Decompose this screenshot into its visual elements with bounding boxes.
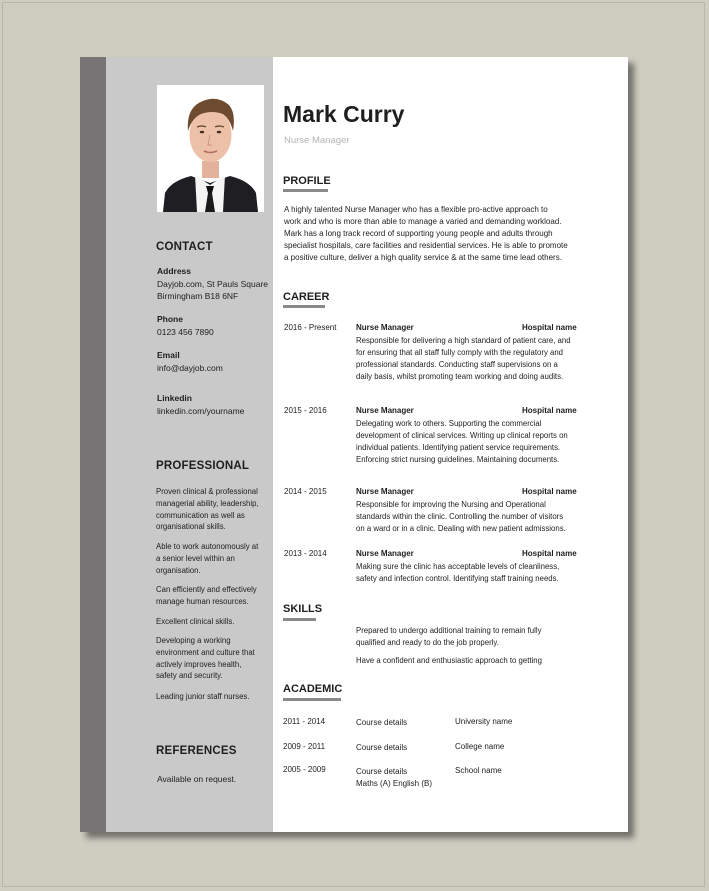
career-line: Delegating work to others. Supporting the commercial xyxy=(356,419,542,428)
professional-item-line: actively improves health, xyxy=(156,659,242,669)
career-org: Hospital name xyxy=(522,487,577,496)
career-description xyxy=(356,499,596,535)
career-heading: CAREER xyxy=(283,291,330,303)
sidebar xyxy=(106,57,273,832)
career-dates: 2016 - Present xyxy=(284,323,337,332)
left-accent-bar xyxy=(80,57,106,832)
career-description xyxy=(356,418,596,466)
career-org: Hospital name xyxy=(522,406,577,415)
references-heading: REFERENCES xyxy=(156,745,237,757)
skills-item xyxy=(356,625,596,649)
career-line: standards within the clinic. Controlling the number of visitors xyxy=(356,511,564,521)
professional-item-line: Able to work autonomously at xyxy=(156,542,259,551)
career-role: Nurse Manager xyxy=(356,406,414,415)
professional-item xyxy=(156,486,281,533)
profile-line: Mark has a long track record of supporting young people and adults through xyxy=(284,228,553,238)
academic-dates: 2005 - 2009 xyxy=(283,765,326,774)
professional-item xyxy=(156,635,281,682)
career-role: Nurse Manager xyxy=(356,487,414,496)
address-label: Address xyxy=(157,266,192,276)
professional-item xyxy=(156,541,281,576)
skills-item xyxy=(356,655,596,667)
profile-line: work and who is more than able to manage a varied and demanding workload. xyxy=(284,216,562,226)
skills-underline xyxy=(283,618,316,621)
professional-item-line: managerial ability, leadership, xyxy=(156,498,259,508)
career-role: Nurse Manager xyxy=(356,549,414,558)
professional-item-line: safety and security. xyxy=(156,671,223,681)
skills-heading: SKILLS xyxy=(283,603,323,615)
career-dates: 2013 - 2014 xyxy=(284,549,327,558)
career-line: for ensuring that all staff fully comply with the regulatory and xyxy=(356,347,564,357)
phone-value: 0123 456 7890 xyxy=(157,327,214,337)
skills-line: Prepared to undergo additional training to remain fully xyxy=(356,626,542,635)
cv-page xyxy=(80,57,628,832)
professional-item-line: Excellent clinical skills. xyxy=(156,617,235,626)
linkedin-value: linkedin.com/yourname xyxy=(157,406,245,416)
professional-item-line: organisation. xyxy=(156,565,201,575)
phone-label: Phone xyxy=(157,314,183,324)
academic-course xyxy=(356,766,432,790)
academic-dates: 2011 - 2014 xyxy=(283,717,326,726)
professional-item-line: Proven clinical & professional xyxy=(156,487,258,496)
career-line: development of clinical services. Writing up clinical reports on xyxy=(356,430,568,440)
professional-item-line: a senior level within an xyxy=(156,553,235,563)
references-text: Available on request. xyxy=(157,774,237,784)
career-line: individual patients. Identifying patient service requirements. xyxy=(356,442,561,452)
professional-item-line: communication as well as xyxy=(156,510,245,520)
career-line: Enforcing strict nursing guidelines. Maintaining documents. xyxy=(356,454,560,464)
career-org: Hospital name xyxy=(522,323,577,332)
skills-line: qualified and ready to do the job properly. xyxy=(356,637,499,647)
academic-course xyxy=(356,742,407,754)
address-line-2: Birmingham B18 6NF xyxy=(157,291,239,301)
email-label: Email xyxy=(157,350,180,360)
address-line-1: Dayjob.com, St Pauls Square xyxy=(157,279,269,289)
career-dates: 2014 - 2015 xyxy=(284,487,327,496)
academic-course-line: Course details xyxy=(356,767,408,776)
career-line: safety and infection control. Identifying staff training needs. xyxy=(356,573,559,583)
career-org: Hospital name xyxy=(522,549,577,558)
career-line: Responsible for improving the Nursing and Operational xyxy=(356,500,546,509)
job-title: Nurse Manager xyxy=(284,135,350,146)
profile-heading: PROFILE xyxy=(283,175,331,187)
academic-school: University name xyxy=(455,717,513,726)
academic-course-line: Course details xyxy=(356,718,408,727)
academic-course-line: Course details xyxy=(356,743,408,752)
career-line: on a ward or in a clinic. Dealing with new patient admissions. xyxy=(356,523,566,533)
contact-heading: CONTACT xyxy=(156,241,213,253)
professional-item-line: manage human resources. xyxy=(156,596,249,606)
career-dates: 2015 - 2016 xyxy=(284,406,327,415)
career-line: Making sure the clinic has acceptable levels of cleanliness, xyxy=(356,562,560,571)
linkedin-label: Linkedin xyxy=(157,393,192,403)
profile-underline xyxy=(283,189,328,192)
career-description xyxy=(356,335,596,383)
professional-item xyxy=(156,584,281,608)
professional-item xyxy=(156,616,281,628)
professional-heading: PROFESSIONAL xyxy=(156,460,250,472)
career-line: daily basis, whilst promoting team working and doing audits. xyxy=(356,371,564,381)
career-description xyxy=(356,561,596,585)
academic-dates: 2009 - 2011 xyxy=(283,742,326,751)
career-line: professional standards. Conducting staff supervisions on a xyxy=(356,359,558,369)
email-value: info@dayjob.com xyxy=(157,363,223,373)
career-role: Nurse Manager xyxy=(356,323,414,332)
skills-line: Have a confident and enthusiastic approach to getting xyxy=(356,656,542,665)
candidate-name: Mark Curry xyxy=(283,101,405,127)
professional-item-line: Developing a working xyxy=(156,636,231,645)
professional-item-line: organisational skills. xyxy=(156,522,226,532)
academic-underline xyxy=(283,698,341,701)
professional-item-line: Can efficiently and effectively xyxy=(156,585,257,594)
profile-line: a positive culture, deliver a high quality service & at the same time lead others. xyxy=(284,252,562,262)
professional-item-line: Leading junior staff nurses. xyxy=(156,692,250,701)
professional-item-line: environment and culture that xyxy=(156,647,255,657)
profile-line: A highly talented Nurse Manager who has a flexible pro-active approach to xyxy=(284,205,548,214)
academic-heading: ACADEMIC xyxy=(283,683,343,695)
career-line: Responsible for delivering a high standard of patient care, and xyxy=(356,336,571,345)
person-portrait-icon xyxy=(157,85,264,212)
academic-school: College name xyxy=(455,742,505,751)
academic-course xyxy=(356,717,407,729)
academic-course-extra: Maths (A) English (B) xyxy=(356,779,433,788)
professional-item xyxy=(156,691,281,703)
profile-photo xyxy=(157,85,264,212)
career-underline xyxy=(283,305,325,308)
profile-text xyxy=(284,204,592,264)
profile-line: specialist hospitals, care facilities and residential services. He is able to promote xyxy=(284,240,568,250)
academic-school: School name xyxy=(455,766,502,775)
